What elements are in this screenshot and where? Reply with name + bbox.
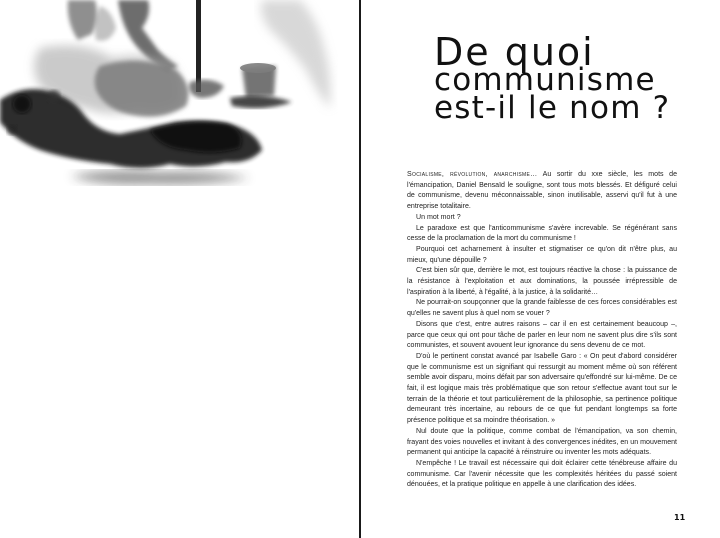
paragraph: Un mot mort ? — [416, 213, 461, 221]
paragraph: C'est bien sûr que, derrière le mot, est toujours réactive la chose : la puissance de la résistance à l'exploitation et aux dominations, la poussée irrépressible de l'aspiration à la liberté, à l'égalité, à la justice, à la solidarité… — [407, 267, 677, 296]
page-number: 11 — [674, 513, 686, 522]
paragraph: Pourquoi cet acharnement à insulter et stigmatiser ce qu'on dit n'être plus, au mieux, qu'une dépouille ? — [407, 245, 677, 264]
article-body — [407, 170, 677, 491]
ink-wash-illustration — [0, 0, 359, 200]
paragraph: Nul doute que la politique, comme combat de l'émancipation, va son chemin, frayant des voies nouvelles et invitant à des convergences inédites, en un mouvement permanent qui anticipe la capacité à réinstruire ou inventer les mots adéquats. — [407, 427, 677, 457]
paragraph: Ne pourrait-on soupçonner que la grande faiblesse de ces forces considérables est qu'elles ne savent plus à quel nom se vouer ? — [407, 299, 677, 318]
title-line-3: est-il le nom ? — [434, 90, 671, 126]
paragraph: D'où le pertinent constat avancé par Isabelle Garo : « On peut d'abord considérer que le communisme est un signifiant qui ressurgit au moment même où son référent semble avoir disparu, moins défait par son adversaire qu'effondré sur lui-même. De ce fait, il est logique mais très problématique que son retour s'effectue avant tout sur le terrain de la théorie et tout particulièrement de la philosophie, sa pertinence politique demeurant très incertaine, au rebours de ce que fut pendant longtemps sa forte présence politique et sa moindre théorisation. » — [407, 352, 677, 425]
left-page — [0, 0, 359, 538]
lead-in: Socialisme, révolution, anarchisme… — [407, 171, 538, 178]
title-line-1: De quoi — [434, 30, 595, 74]
paragraph-text: Au sortir du xxe siècle, les mots de l'émancipation, Daniel Bensaïd le souligne, sont tous mots blessés. Et défiguré celui de communisme, devenu méconnaissable, sinon inutilisable, asservi qu'il fut à une entreprise totalitaire. — [407, 171, 677, 211]
paragraph: Le paradoxe est que l'anticommunisme s'avère increvable. Se régénérant sans cesse de la proclamation de la mort du communisme ! — [407, 224, 677, 243]
right-page — [361, 0, 720, 538]
paragraph: N'empêche ! Le travail est nécessaire qui doit éclairer cette ténébreuse affaire du communisme. Car l'avenir nécessite que les complexités héritées du passé soient dénouées, et la pratique politique en appelle à une clarification des idées. — [407, 459, 677, 489]
chapter-title — [434, 30, 714, 126]
title-line-2: communisme — [434, 62, 656, 98]
paragraph: Disons que c'est, entre autres raisons – car il en est certainement beaucoup –, parce que ceux qui ont pour tâche de parler en leur nom ne savent plus dire s'ils sont communistes, et souvent avouent leur ignorance du sens devenu de ce mot. — [407, 320, 677, 350]
paragraph — [407, 170, 677, 213]
